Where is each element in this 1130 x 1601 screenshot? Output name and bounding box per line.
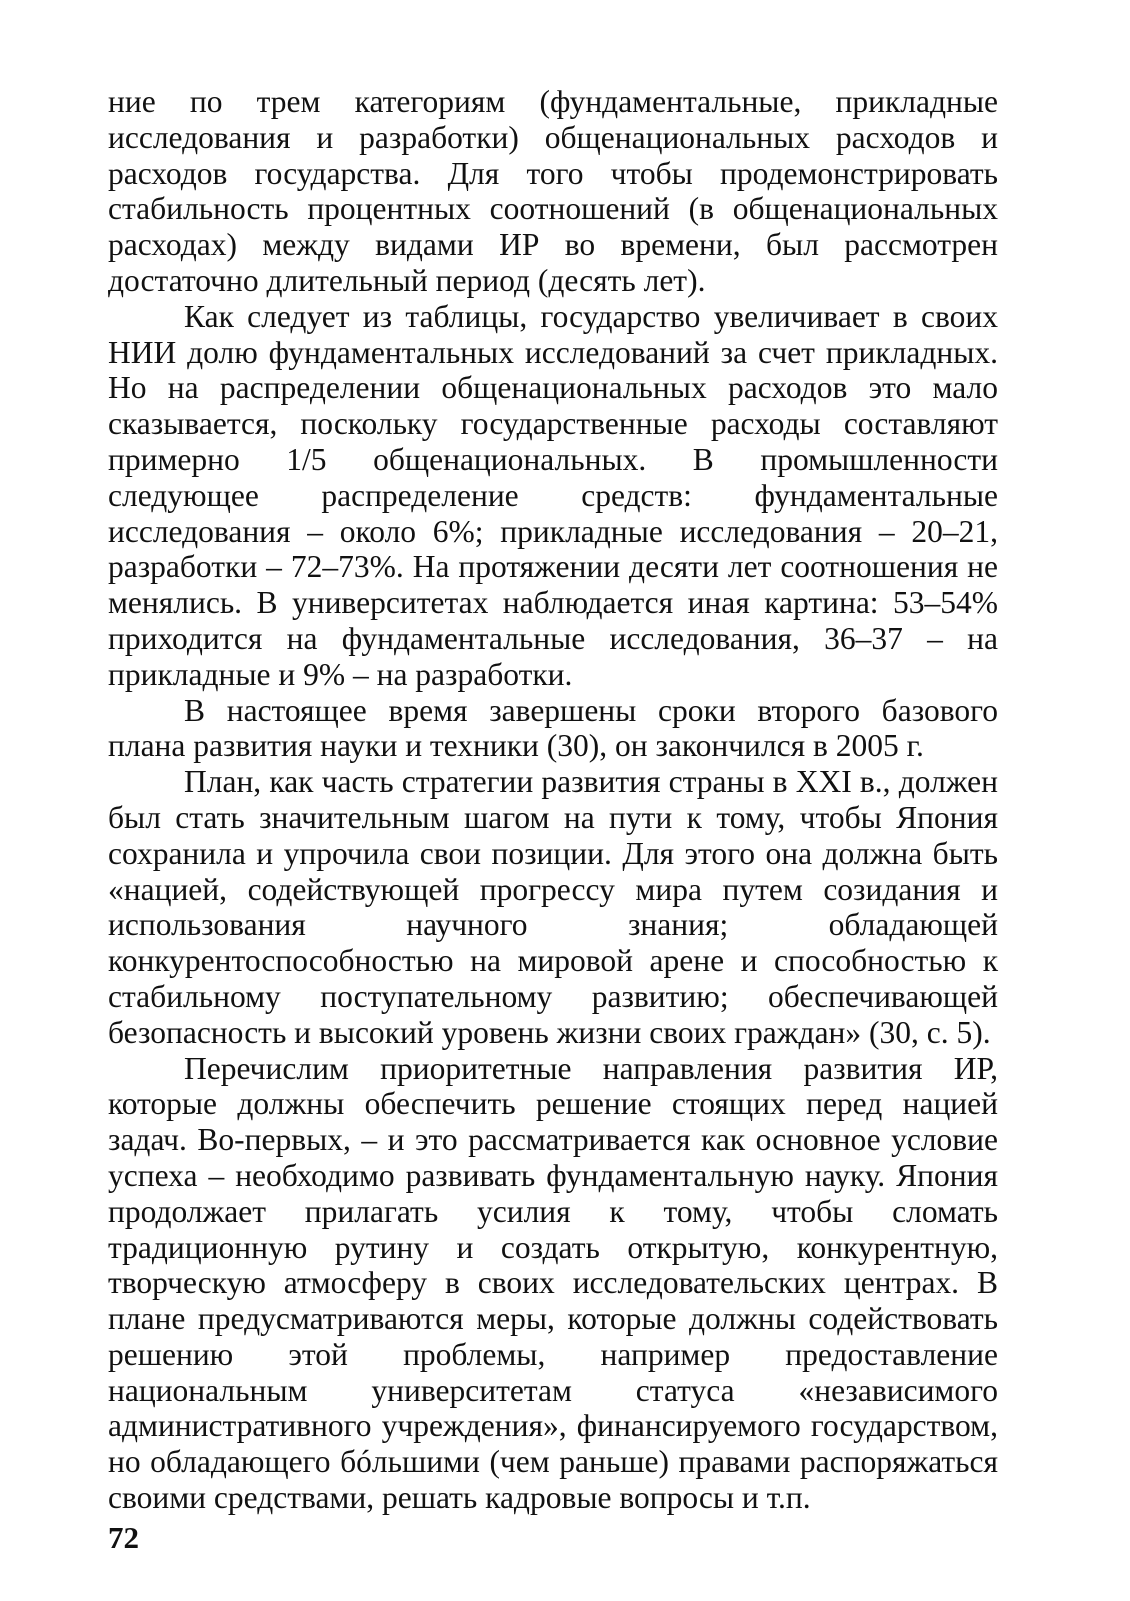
paragraph-2: Как следует из таблицы, государство увеличивает в своих НИИ долю фундаментальных исследований за счет прикладных. Но на распределении общенациональных расходов это мало сказывается, поскольку государственные расходы составляют примерно 1/5 общенациональных. В промышленности следующее распределение средств: фундаментальные исследования – около 6%; прикладные исследования – 20–21, разработки – 72–73%. На протяжении десяти лет соотношения не менялись. В университетах наблюдается иная картина: 53–54% приходится на фундаментальные исследования, 36–37 – на прикладные и 9% – на разработки. (108, 298, 998, 692)
page-number: 72 (108, 1520, 139, 1555)
paragraph-5: Перечислим приоритетные направления развития ИР, которые должны обеспечить решение стоящих перед нацией задач. Во-первых, – и это рассматривается как основное условие успеха – необходимо развивать фундаментальную науку. Япония продолжает прилагать усилия к тому, чтобы сломать традиционную рутину и создать открытую, конкурентную, творческую атмосферу в своих исследовательских центрах. В плане предусматриваются меры, которые должны содействовать решению этой проблемы, например предоставление национальным университетам статуса «независимого административного учреждения», финансируемого государством, но обладающего бóльшими (чем раньше) правами распоряжаться своими средствами, решать кадровые вопросы и т.п. (108, 1050, 998, 1516)
paragraph-3: В настоящее время завершены сроки второго базового плана развития науки и техники (30), он закончился в 2005 г. (108, 692, 998, 764)
paragraph-1: ние по трем категориям (фундаментальные, прикладные исследования и разработки) общенациональных расходов и расходов государства. Для того чтобы продемонстрировать стабильность процентных соотношений (в общенациональных расходах) между видами ИР во времени, был рассмотрен достаточно длительный период (десять лет). (108, 84, 998, 298)
page-body (108, 84, 998, 1516)
paragraph-4: План, как часть стратегии развития страны в XXI в., должен был стать значительным шагом на пути к тому, чтобы Япония сохранила и упрочила свои позиции. Для этого она должна быть «нацией, содействующей прогрессу мира путем созидания и использования научного знания; обладающей конкурентоспособностью на мировой арене и способностью к стабильному поступательному развитию; обеспечивающей безопасность и высокий уровень жизни своих граждан» (30, с. 5). (108, 764, 998, 1050)
